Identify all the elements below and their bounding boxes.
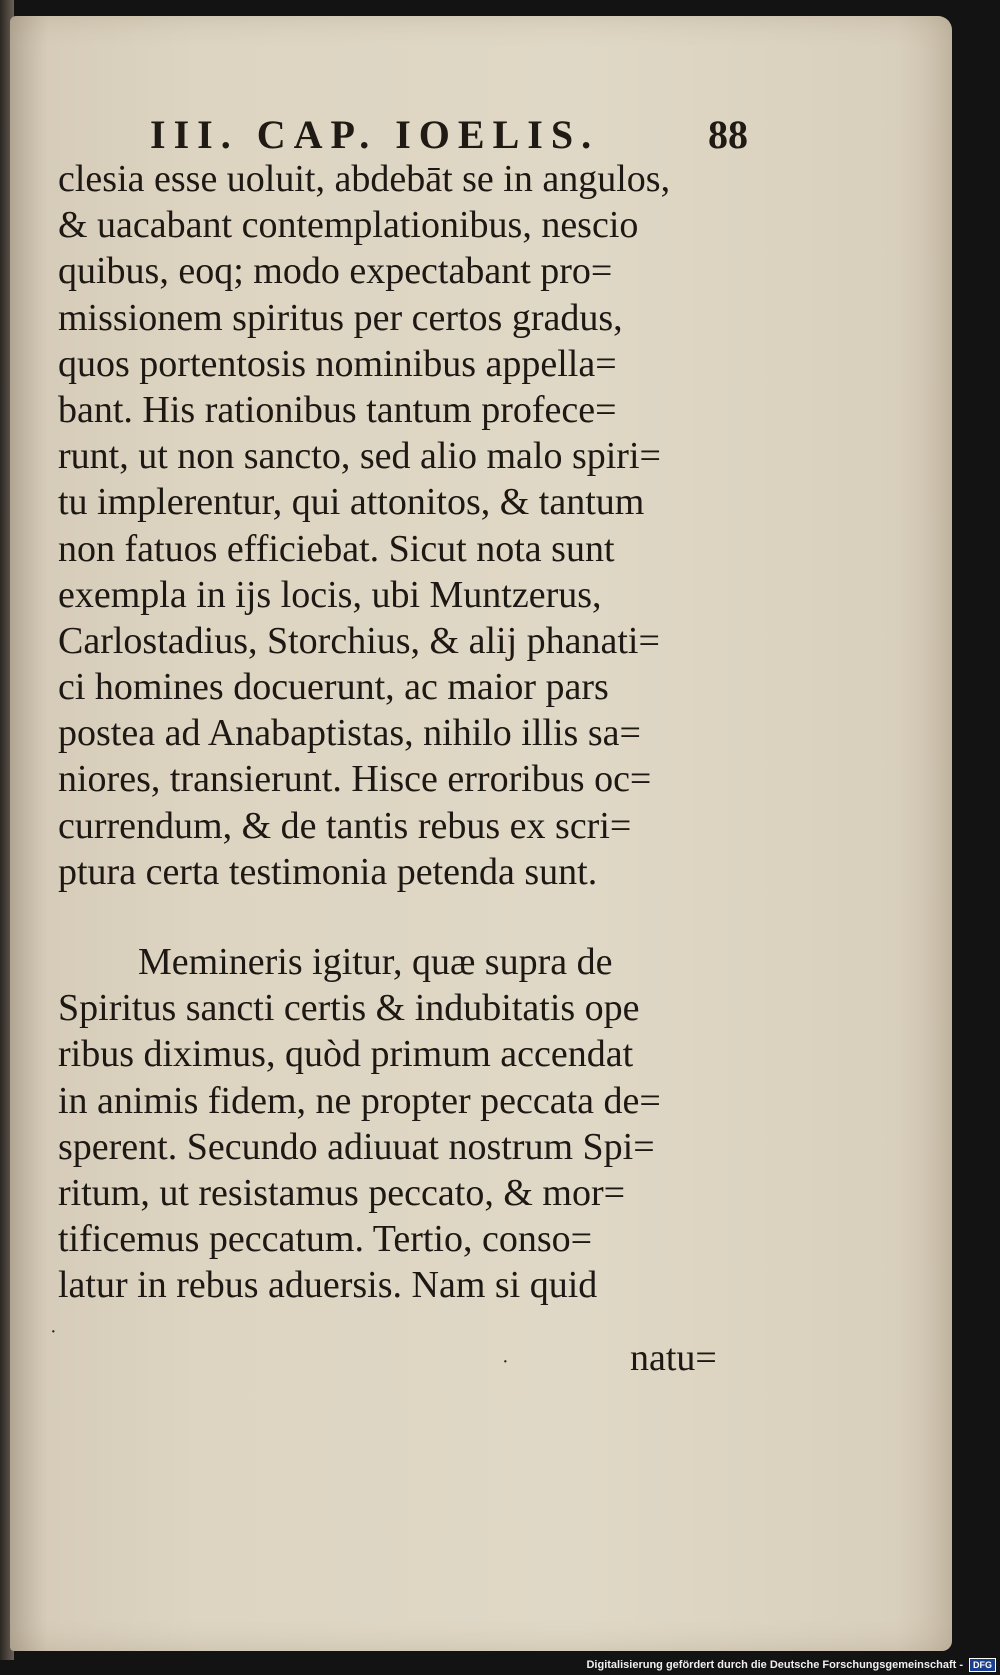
text-line: sperent. Secundo adiuuat nostrum Spi=	[58, 1125, 655, 1168]
text-line: runt, ut non sancto, sed alio malo spiri=	[58, 435, 661, 478]
catchword: natu=	[630, 1337, 717, 1379]
paragraph-gap	[58, 895, 758, 939]
text-line: tificemus peccatum. Tertio, conso=	[58, 1218, 593, 1261]
text-line: ribus diximus, quòd primum accendat	[58, 1033, 634, 1076]
text-line: in animis fidem, ne propter peccata de=	[58, 1079, 661, 1122]
text-line: currendum, & de tantis rebus ex scri=	[58, 804, 632, 847]
text-line: Spiritus sancti certis & indubitatis ope	[58, 987, 640, 1030]
text-line: ci homines docuerunt, ac maior pars	[58, 666, 609, 709]
text-line: clesia esse uoluit, abdebāt se in angulos,	[58, 158, 671, 200]
text-line: quos portentosis nominibus appella=	[58, 342, 617, 385]
text-line: Memineris igitur, quæ supra de	[138, 941, 613, 983]
text-line: postea ad Anabaptistas, nihilo illis sa=	[58, 712, 641, 755]
text-line: ptura certa testimonia petenda sunt.	[58, 850, 598, 893]
digitization-credit	[586, 1656, 996, 1674]
text-line: ritum, ut resistamus peccato, & mor=	[58, 1171, 626, 1214]
text-line: quibus, eoq; modo expectabant pro=	[58, 250, 613, 293]
book-page	[10, 16, 952, 1651]
body-text	[58, 156, 758, 1309]
dfg-logo: DFG	[969, 1658, 996, 1672]
credit-text: Digitalisierung gefördert durch die Deutsche Forschungsgemeinschaft -	[586, 1659, 963, 1671]
ink-speck: ·	[502, 1351, 509, 1373]
text-line: Carlostadius, Storchius, & alij phanati=	[58, 619, 660, 662]
ink-speck: ·	[50, 1321, 57, 1343]
text-line: bant. His rationibus tantum profece=	[58, 388, 617, 431]
running-title: III. CAP. IOELIS.	[150, 112, 600, 157]
text-line: missionem spiritus per certos gradus,	[58, 296, 623, 339]
text-line: niores, transierunt. Hisce erroribus oc=	[58, 758, 652, 801]
text-line: non fatuos efficiebat. Sicut nota sunt	[58, 527, 615, 570]
running-header	[150, 111, 750, 158]
text-line: tu implerentur, qui attonitos, & tantum	[58, 481, 645, 524]
text-line: latur in rebus aduersis. Nam si quid	[58, 1264, 598, 1307]
page-number: 88	[708, 112, 748, 157]
text-line: exempla in ijs locis, ubi Muntzerus,	[58, 573, 602, 616]
text-line: & uacabant contemplationibus, nescio	[58, 204, 639, 247]
